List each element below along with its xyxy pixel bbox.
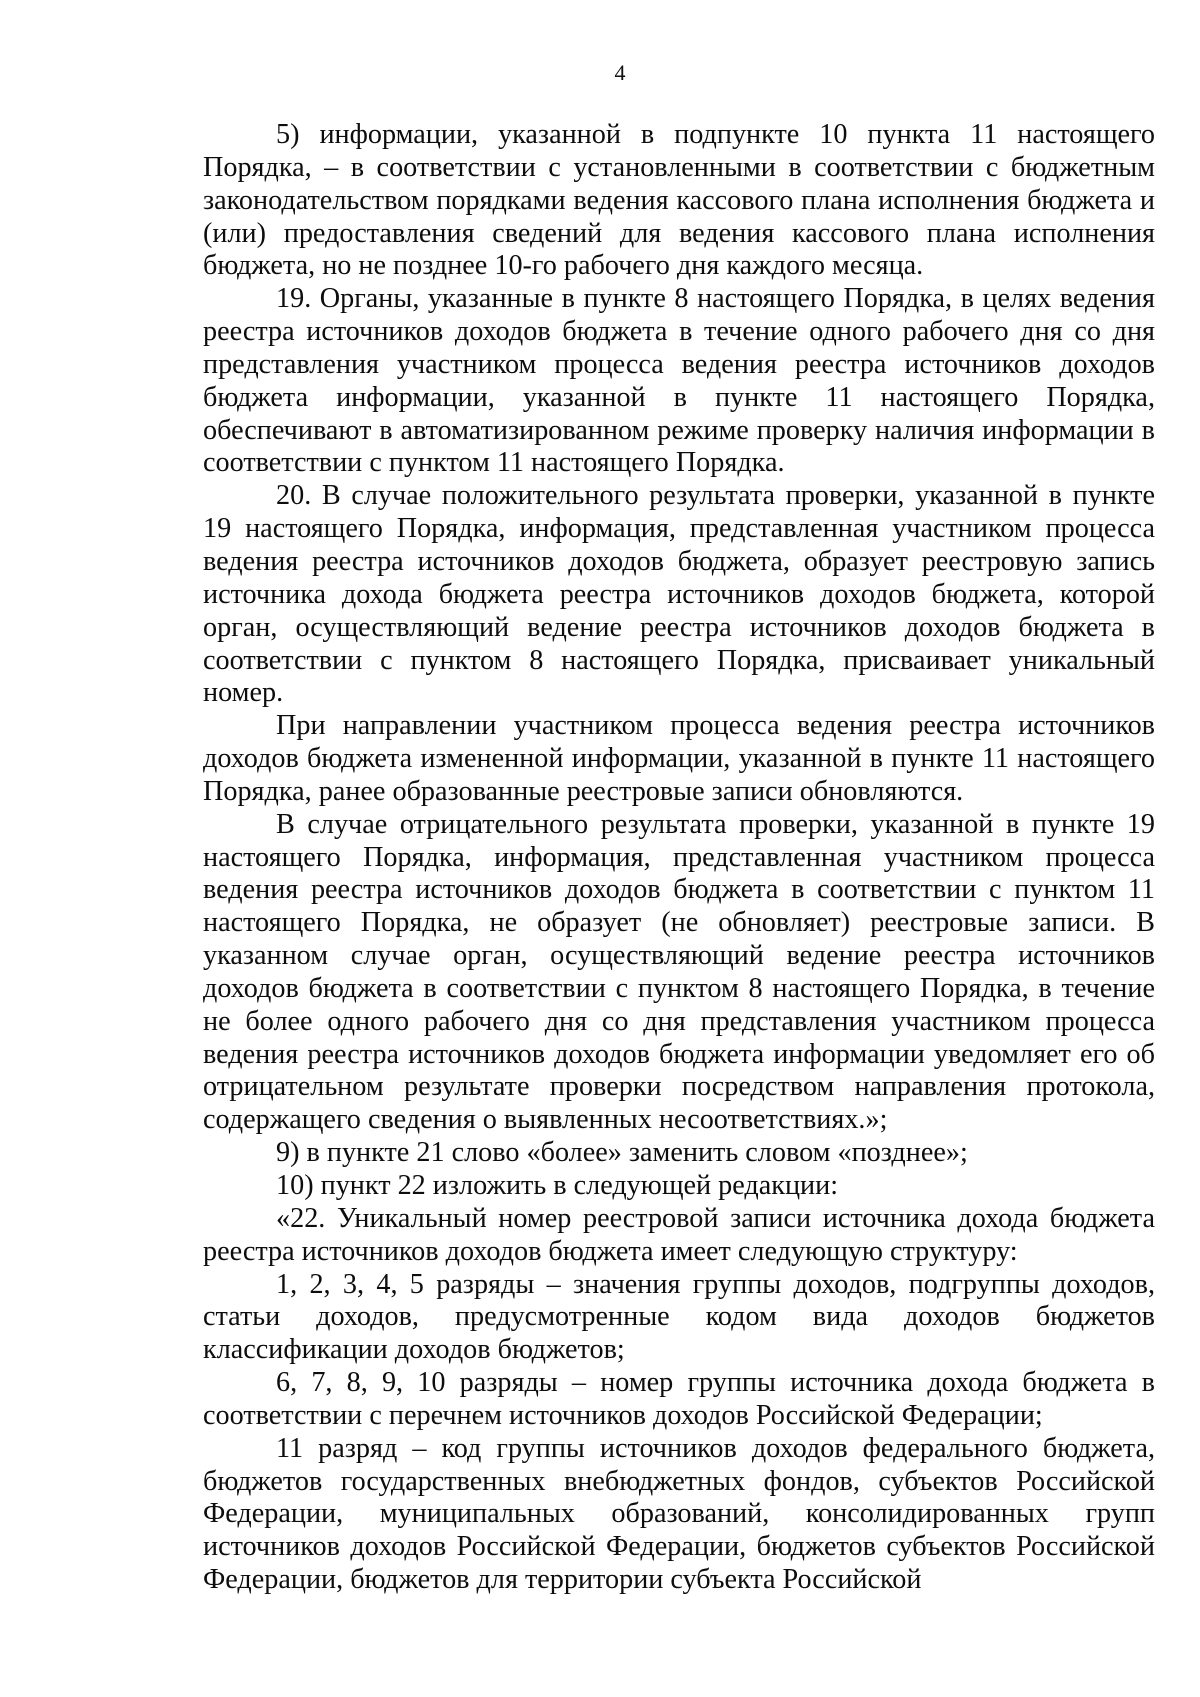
paragraph-digits-1-5: 1, 2, 3, 4, 5 разряды – значения группы доходов, подгруппы доходов, статьи доходов, предусмотренные кодом вида доходов бюджетов классификации доходов бюджетов; — [203, 1268, 1155, 1366]
paragraph-clause-20: 20. В случае положительного результата проверки, указанной в пункте 19 настоящего Порядка, информация, представленная участником процесса ведения реестра источников доходов бюджета, образует реестровую запись источника дохода бюджета реестра источников доходов бюджета, которой орган, осуществляющий ведение реестра источников доходов бюджета в соответствии с пунктом 8 настоящего Порядка, присваивает уникальный номер. — [203, 480, 1155, 709]
paragraph-item-5: 5) информации, указанной в подпункте 10 пункта 11 настоящего Порядка, – в соответствии с установленными в соответствии с бюджетным законодательством порядками ведения кассового плана исполнения бюджета и (или) предоставления сведений для ведения кассового плана исполнения бюджета, но не позднее 10-го рабочего дня каждого месяца. — [203, 119, 1155, 282]
document-body — [203, 119, 1155, 1597]
paragraph-item-9: 9) в пункте 21 слово «более» заменить словом «позднее»; — [276, 1137, 968, 1169]
paragraph-negative-result: В случае отрицательного результата проверки, указанной в пункте 19 настоящего Порядка, информация, представленная участником процесса ведения реестра источников доходов бюджета в соответствии с пунктом 11 настоящего Порядка, не образует (не обновляет) реестровые записи. В указанном случае орган, осуществляющий ведение реестра источников доходов бюджета в соответствии с пунктом 8 настоящего Порядка, в течение не более одного рабочего дня со дня представления участником процесса ведения реестра источников доходов бюджета информации уведомляет его об отрицательном результате проверки посредством направления протокола, содержащего сведения о выявленных несоответствиях.»; — [203, 808, 1155, 1136]
paragraph-clause-22: «22. Уникальный номер реестровой записи источника дохода бюджета реестра источников доходов бюджета имеет следующую структуру: — [203, 1202, 1155, 1267]
page-number: 4 — [614, 60, 626, 85]
paragraph-clause-19: 19. Органы, указанные в пункте 8 настоящего Порядка, в целях ведения реестра источников доходов бюджета в течение одного рабочего дня со дня представления участником процесса ведения реестра источников доходов бюджета информации, указанной в пункте 11 настоящего Порядка, обеспечивают в автоматизированном режиме проверку наличия информации в соответствии с пунктом 11 настоящего Порядка. — [203, 283, 1155, 479]
paragraph-digit-11: 11 разряд – код группы источников доходов федерального бюджета, бюджетов государственных внебюджетных фондов, субъектов Российской Федерации, муниципальных образований, консолидированных групп источников доходов Российской Федерации, бюджетов субъектов Российской Федерации, бюджетов для территории субъекта Российской — [203, 1432, 1155, 1596]
paragraph-changed-info: При направлении участником процесса ведения реестра источников доходов бюджета измененной информации, указанной в пункте 11 настоящего Порядка, ранее образованные реестровые записи обновляются. — [203, 710, 1155, 807]
paragraph-item-10: 10) пункт 22 изложить в следующей редакции: — [276, 1170, 839, 1201]
paragraph-digits-6-10: 6, 7, 8, 9, 10 разряды – номер группы источника дохода бюджета в соответствии с перечнем источников доходов Российской Федерации; — [203, 1367, 1155, 1431]
